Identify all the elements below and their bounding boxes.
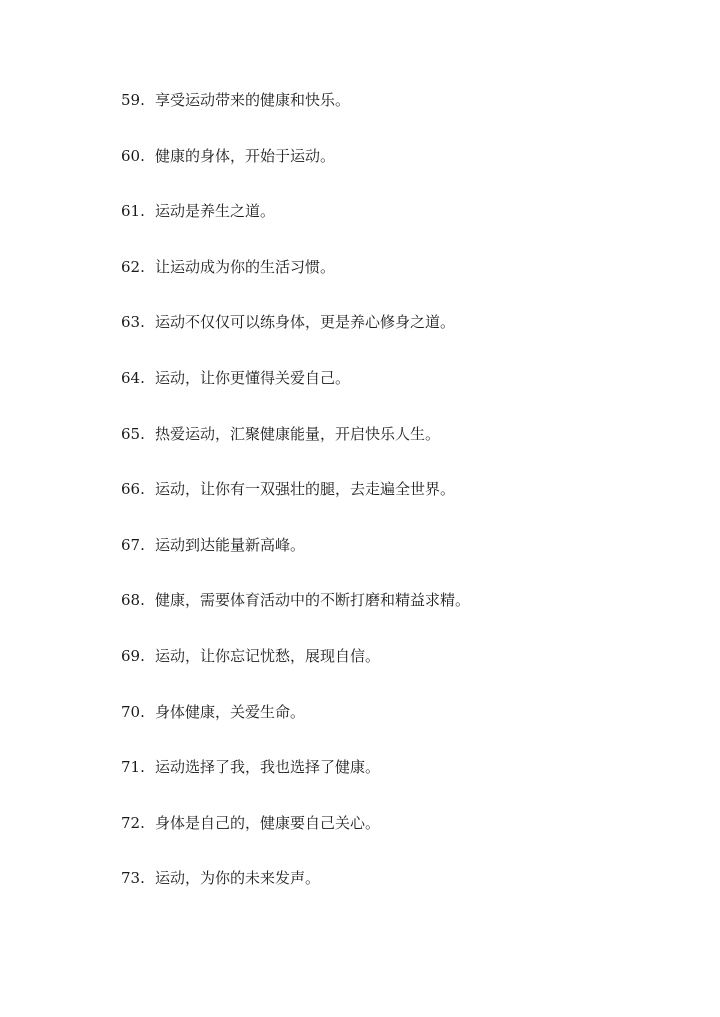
item-number: 73. [121, 869, 145, 888]
list-item [121, 753, 470, 809]
item-text: 运动不仅仅可以练身体，更是养心修身之道。 [155, 313, 456, 332]
list-item [121, 586, 470, 642]
list-item [121, 142, 470, 198]
item-text: 运动选择了我，我也选择了健康。 [155, 758, 381, 777]
list-item [121, 308, 470, 364]
item-number: 61. [121, 202, 145, 221]
item-text: 热爱运动，汇聚健康能量，开启快乐人生。 [155, 424, 441, 443]
item-text: 运动到达能量新高峰。 [155, 535, 306, 554]
item-number: 70. [121, 702, 145, 721]
item-number: 63. [121, 313, 145, 332]
list-item [121, 253, 470, 309]
item-text: 健康，需要体育活动中的不断打磨和精益求精。 [155, 591, 471, 610]
list-item [121, 698, 470, 754]
item-number: 66. [121, 480, 145, 499]
item-text: 运动，为你的未来发声。 [155, 869, 321, 888]
item-text: 身体是自己的，健康要自己关心。 [155, 813, 381, 832]
item-number: 69. [121, 646, 145, 665]
item-number: 59. [121, 91, 145, 109]
numbered-list [121, 86, 470, 920]
item-text: 运动，让你有一双强壮的腿，去走遍全世界。 [155, 480, 456, 499]
item-number: 71. [121, 758, 145, 777]
item-text: 运动，让你更懂得关爱自己。 [155, 368, 351, 387]
item-number: 67. [121, 535, 145, 554]
list-item [121, 197, 470, 253]
item-number: 68. [121, 591, 145, 610]
list-item [121, 809, 470, 865]
item-text: 运动是养生之道。 [155, 202, 276, 221]
list-item [121, 531, 470, 587]
item-text: 运动，让你忘记忧愁，展现自信。 [155, 646, 381, 665]
list-item [121, 864, 470, 920]
item-number: 72. [121, 813, 145, 832]
item-number: 64. [121, 368, 145, 387]
item-number: 65. [121, 424, 145, 443]
item-text: 享受运动带来的健康和快乐。 [155, 91, 351, 109]
item-text: 健康的身体，开始于运动。 [155, 146, 336, 165]
list-item [121, 475, 470, 531]
list-item [121, 86, 470, 142]
list-item [121, 642, 470, 698]
item-number: 60. [121, 146, 145, 165]
item-text: 身体健康，关爱生命。 [155, 702, 306, 721]
item-text: 让运动成为你的生活习惯。 [155, 257, 336, 276]
list-item [121, 364, 470, 420]
list-item [121, 420, 470, 476]
item-number: 62. [121, 257, 145, 276]
